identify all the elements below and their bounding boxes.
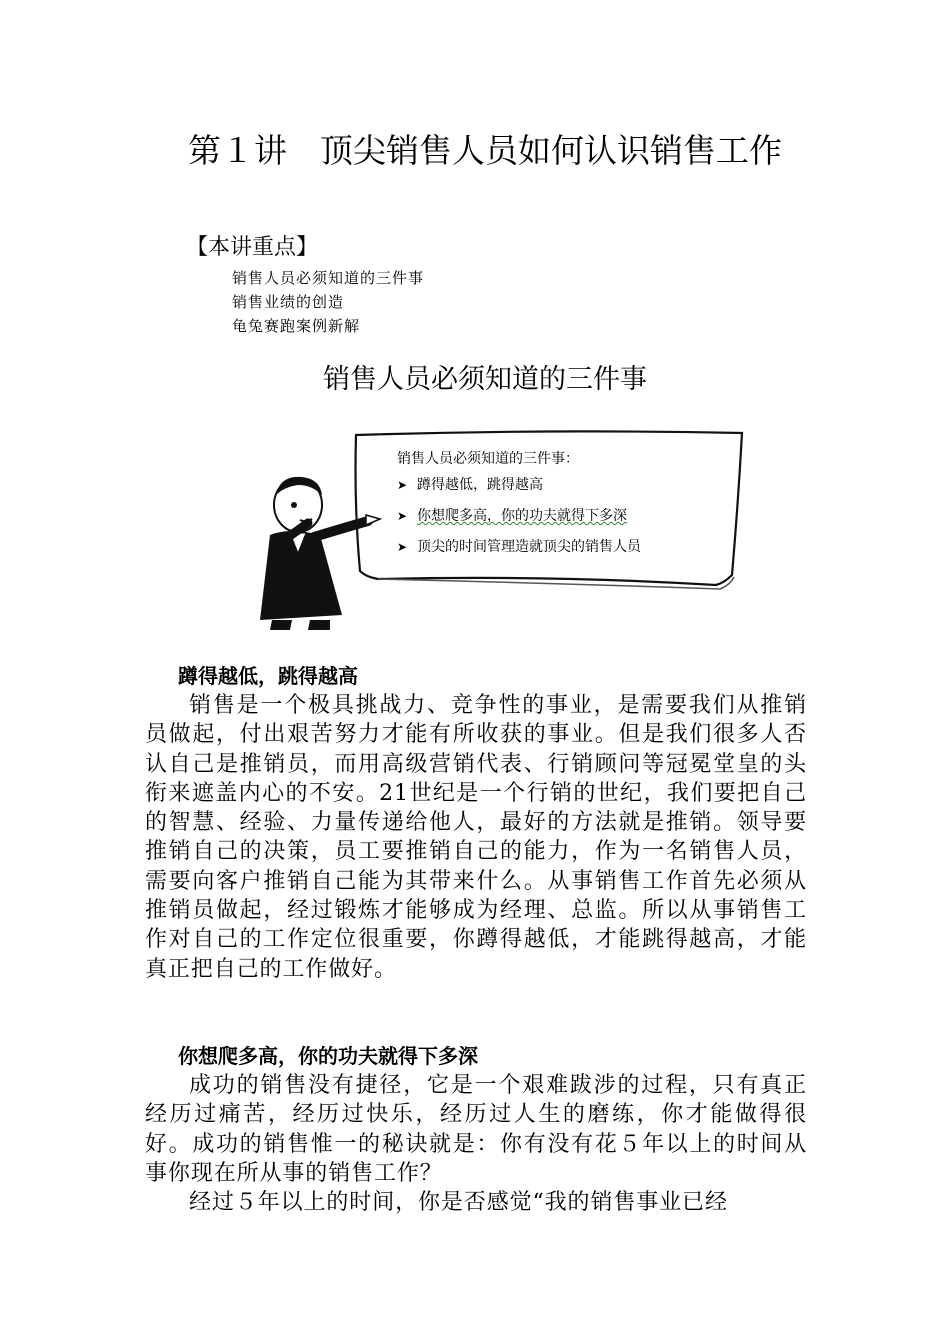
- callout-item-text: 蹲得越低，跳得越高: [417, 477, 543, 493]
- key-points-list: [232, 266, 424, 338]
- body-paragraph: 经过５年以上的时间，你是否感觉“我的销售事业已经: [189, 1190, 728, 1215]
- section-title: 销售人员必须知道的三件事: [323, 364, 647, 395]
- callout-item-text: 顶尖的时间管理造就顶尖的销售人员: [417, 539, 641, 555]
- key-point-item: 销售业绩的创造: [232, 293, 345, 311]
- illustration-figure: [250, 425, 750, 635]
- callout-title: 销售人员必须知道的三件事：: [397, 451, 579, 467]
- callout-content: [397, 449, 641, 568]
- body-paragraph: 成功的销售没有捷径，它是一个艰难跋涉的过程，只有真正经历过痛苦，经历过快乐，经历过人生的磨练，你才能做得很好。成功的销售惟一的秘诀就是：你有没有花５年以上的时间从事你现在所从事的销售工作？: [145, 1073, 807, 1186]
- subsection-heading: 蹲得越低，跳得越高: [178, 664, 358, 688]
- key-point-item: 龟兔赛跑案例新解: [232, 317, 361, 335]
- arrow-right-icon: ➤: [397, 478, 408, 492]
- lecture-title: 第１讲 顶尖销售人员如何认识销售工作: [188, 131, 782, 170]
- callout-item: [397, 537, 641, 557]
- callout-item-text: 你想爬多高，你的功夫就得下多深: [417, 508, 627, 524]
- callout-item: [397, 506, 641, 526]
- key-points-heading: 【本讲重点】: [186, 235, 319, 260]
- arrow-right-icon: ➤: [397, 509, 408, 523]
- callout-item: [397, 475, 641, 495]
- subsection-heading: 你想爬多高，你的功夫就得下多深: [178, 1044, 478, 1068]
- body-paragraph: 销售是一个极具挑战力、竞争性的事业，是需要我们从推销员做起，付出艰苦努力才能有所收获的事业。但是我们很多人否认自己是推销员，而用高级营销代表、行销顾问等冠冕堂皇的头衔来遮盖内心的不安。21世纪是一个行销的世纪，我们要把自己的智慧、经验、力量传递给他人，最好的方法就是推销。领导要推销自己的决策，员工要推销自己的能力，作为一名销售人员，需要向客户推销自己能为其带来什么。从事销售工作首先必须从推销员做起，经过锻炼才能够成为经理、总监。所以从事销售工作对自己的工作定位很重要，你蹲得越低，才能跳得越高，才能真正把自己的工作做好。: [145, 693, 807, 982]
- arrow-right-icon: ➤: [397, 540, 408, 554]
- key-point-item: 销售人员必须知道的三件事: [232, 269, 425, 287]
